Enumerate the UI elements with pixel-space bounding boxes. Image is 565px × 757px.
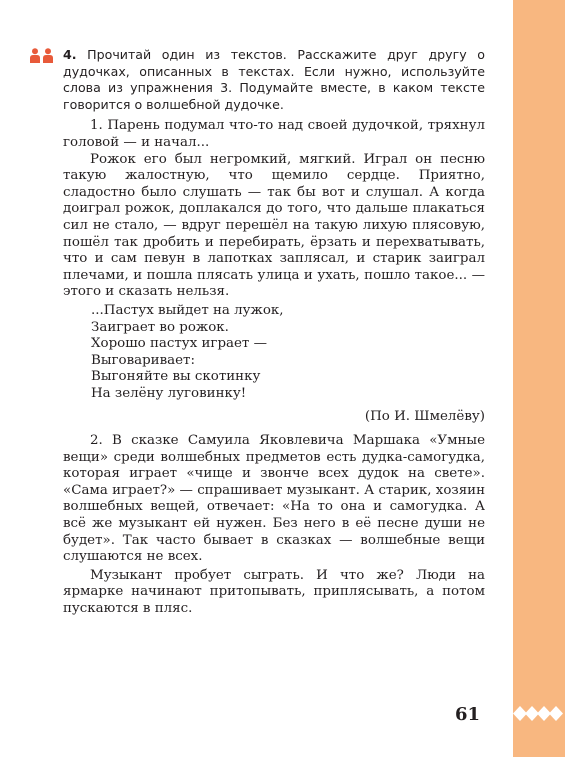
poem-line: Хорошо пастух играет — xyxy=(91,336,267,352)
task-4 xyxy=(63,47,485,113)
diamond-ornament-icon xyxy=(513,704,565,723)
poem-line: На зелёну луговинку! xyxy=(91,385,247,401)
task-instructions: Прочитай один из текстов. Расскажите друг другу о дудочках, описанных в текстах. Если нужно, используйте слова из упражнения 3. Подумайте вместе, в каком тексте говорится о волшебной дудочке. xyxy=(63,47,485,112)
text2-paragraph-1: 2. В сказке Самуила Яковлевича Маршака «Умные вещи» среди волшебных предметов есть дудка-самогудка, которая играет «чище и звонче всех дудок на свете». «Сама играет?» — спрашивает музыкант. А старик, хозяин волшебных вещей, отвечает: «На то она и самогудка. А всё же музыкант ей нужен. Без него в её песне души не будет». Так часто бывает в сказках — волшебные вещи слушаются не всех. xyxy=(63,433,485,565)
text1-source: (По И. Шмелёву) xyxy=(364,409,485,425)
poem-line: Заиграет во рожок. xyxy=(91,319,229,335)
poem xyxy=(91,303,485,403)
task-number: 4. xyxy=(63,47,77,62)
text2-paragraph-2: Музыкант пробует сыграть. И что же? Люди на ярмарке начинают притопывать, приплясывать, а потом пускаются в пляс. xyxy=(63,567,485,616)
poem-line: Выговаривает: xyxy=(91,352,195,368)
page-content xyxy=(63,47,485,618)
pair-work-icon xyxy=(29,48,55,63)
text1-paragraph-2: Рожок его был негромкий, мягкий. Играл он песню такую жалостную, что щемило сердце. Приятно, сладостно было слушать — так бы вот и слушал. А когда доиграл рожок, доплакался до того, что дальше плакаться сил не стало, — вдруг перешёл на такую лихую плясовую, пошёл так дробить и перебирать, ёрзать и перехватывать, что и сам певун в лапотках заплясал, и старик заиграл плечами, и пошла плясать улица и ухать, пошло такое... — этого и сказать нельзя. xyxy=(63,151,485,300)
poem-line: ...Пастух выйдет на лужок, xyxy=(91,302,284,318)
side-color-band xyxy=(513,0,565,757)
poem-line: Выгоняйте вы скотинку xyxy=(91,369,261,385)
page-number: 61 xyxy=(455,704,481,725)
text1-paragraph-1: 1. Парень подумал что-то над своей дудочкой, тряхнул головой — и начал... xyxy=(63,118,485,150)
